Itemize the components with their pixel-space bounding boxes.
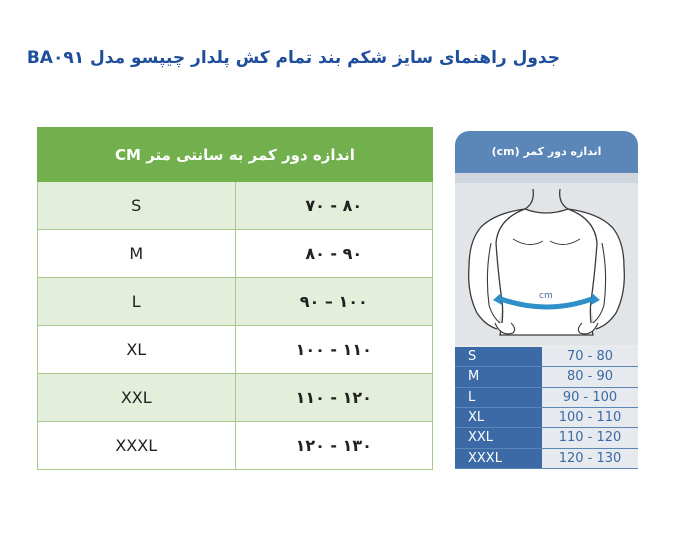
- size-cell: L: [38, 278, 236, 326]
- card-range: 90 - 100: [542, 388, 638, 407]
- card-size: XL: [468, 409, 485, 425]
- range-cell: ۹۰ – ۱۰۰: [235, 278, 433, 326]
- card-range: 80 - 90: [542, 367, 638, 386]
- card-size-list: [455, 347, 638, 469]
- table-row: [38, 374, 433, 422]
- list-item: [455, 367, 638, 387]
- card-range: 70 - 80: [542, 347, 638, 366]
- size-cell: M: [38, 230, 236, 278]
- range-cell: ۱۱۰ - ۱۲۰: [235, 374, 433, 422]
- range-cell: ۸۰ - ۹۰: [235, 230, 433, 278]
- list-item: [455, 428, 638, 448]
- size-cell: XXXL: [38, 422, 236, 470]
- list-item: [455, 347, 638, 367]
- card-size: XXXL: [468, 450, 502, 466]
- size-cell: S: [38, 182, 236, 230]
- range-cell: ۱۲۰ - ۱۳۰: [235, 422, 433, 470]
- page-title: جدول راهنمای سایز شکم بند تمام کش پلدار چیپسو مدل BA۰۹۱: [26, 48, 560, 68]
- card-size: XXL: [468, 430, 494, 446]
- card-range: 100 - 110: [542, 408, 638, 427]
- range-cell: ۱۰۰ - ۱۱۰: [235, 326, 433, 374]
- card-size: L: [468, 389, 476, 405]
- range-cell: ۷۰ - ۸۰: [235, 182, 433, 230]
- card-divider: [455, 173, 638, 183]
- size-cell: XXL: [38, 374, 236, 422]
- table-row: [38, 182, 433, 230]
- measurement-illustration-card: [455, 131, 638, 469]
- torso-illustration: [455, 183, 638, 345]
- size-chart-table: [37, 127, 433, 470]
- list-item: [455, 388, 638, 408]
- card-range: 110 - 120: [542, 428, 638, 447]
- list-item: [455, 408, 638, 428]
- card-size: M: [468, 369, 480, 385]
- table-row: [38, 326, 433, 374]
- table-header: اندازه دور کمر به سانتی متر CM: [38, 128, 433, 182]
- card-header: اندازه دور کمر (cm): [455, 131, 638, 173]
- table-row: [38, 422, 433, 470]
- size-cell: XL: [38, 326, 236, 374]
- tape-unit-label: cm: [539, 291, 553, 301]
- torso-figure-icon: [455, 183, 638, 345]
- table-header-row: [38, 128, 433, 182]
- table-row: [38, 278, 433, 326]
- list-item: [455, 449, 638, 469]
- table-row: [38, 230, 433, 278]
- card-size: S: [468, 349, 477, 364]
- card-range: 120 - 130: [542, 449, 638, 468]
